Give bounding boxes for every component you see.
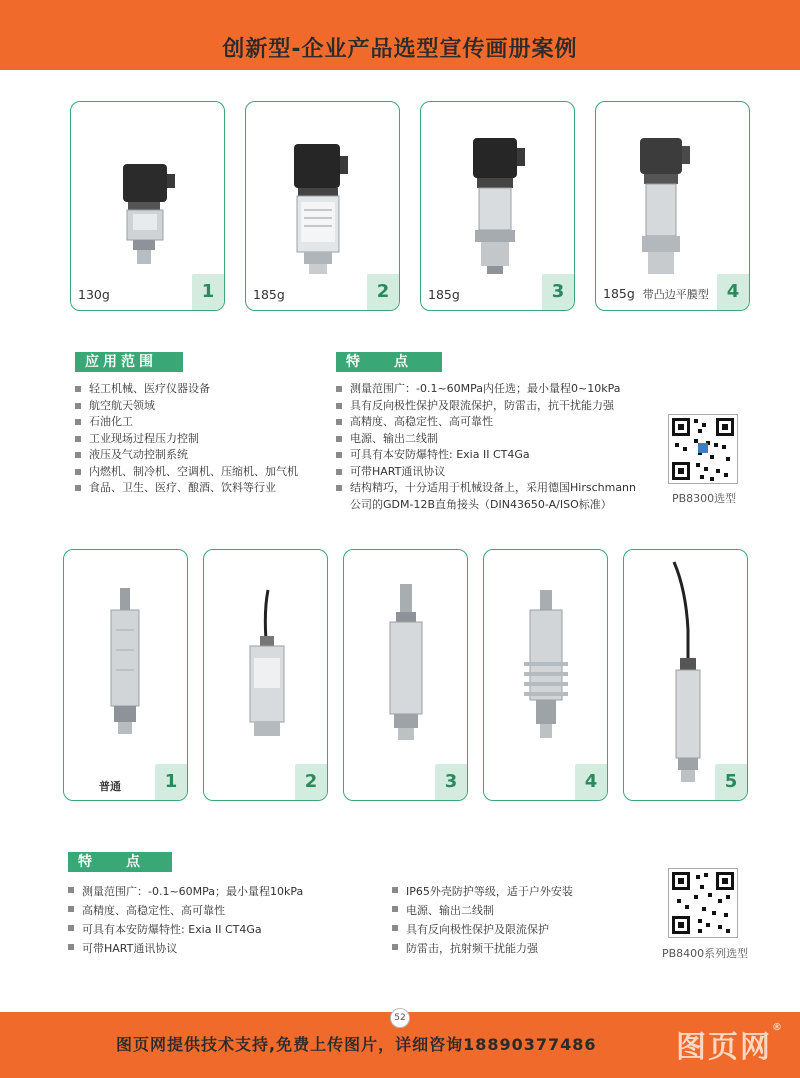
- features-list-top: [336, 381, 636, 513]
- footer-text: 图页网提供技术支持,免费上传图片，详细咨询18890377486: [116, 1035, 597, 1054]
- list-item: 防雷击，抗射频干扰能力强: [392, 939, 573, 958]
- pressure-transmitter-image: [421, 102, 575, 277]
- list-item: 可带HART通讯协议: [336, 464, 636, 481]
- list-item: 液压及气动控制系统: [75, 447, 298, 464]
- product-number-badge: 4: [575, 764, 607, 800]
- list-item: 轻工机械、医疗仪器设备: [75, 381, 298, 398]
- list-item: 高精度、高稳定性、高可靠性: [336, 414, 636, 431]
- product-type-label: 普通: [99, 780, 121, 793]
- product-card-bottom-3[interactable]: [343, 549, 468, 801]
- product-card-top-3[interactable]: [420, 101, 575, 311]
- product-number-badge: 3: [435, 764, 467, 800]
- qr-code-pb8400[interactable]: [668, 868, 738, 938]
- product-number-badge: 2: [295, 764, 327, 800]
- qr-caption-pb8300: PB8300选型: [672, 492, 737, 505]
- product-card-top-4[interactable]: [595, 101, 750, 311]
- product-number-badge: 5: [715, 764, 747, 800]
- list-item: 电源、输出二线制: [392, 901, 573, 920]
- pressure-transmitter-image: [484, 550, 608, 750]
- pressure-transmitter-image: [246, 102, 400, 277]
- product-number-badge: 3: [542, 274, 574, 310]
- pressure-transmitter-image: [596, 102, 750, 277]
- qr-caption-pb8400: PB8400系列选型: [662, 947, 749, 960]
- list-item: 高精度、高稳定性、高可靠性: [68, 901, 303, 920]
- list-item: 工业现场过程压力控制: [75, 431, 298, 448]
- list-item: IP65外壳防护等级，适于户外安装: [392, 882, 573, 901]
- list-item: 石油化工: [75, 414, 298, 431]
- page-number: 52: [390, 1008, 410, 1028]
- page-title: 创新型-企业产品选型宣传画册案例: [222, 37, 578, 62]
- features-list-bottom-right: [392, 882, 573, 958]
- features-heading-top: 特 点: [336, 352, 442, 372]
- pressure-transmitter-image: [624, 550, 748, 790]
- product-card-top-1[interactable]: [70, 101, 225, 311]
- weight-label: 185g 带凸边平膜型: [603, 286, 709, 301]
- list-item: 具有反向极性保护及限流保护，防雷击，抗干扰能力强: [336, 398, 636, 415]
- list-item: 结构精巧，十分适用于机械设备上，采用德国Hirschmann: [336, 480, 636, 497]
- pressure-transmitter-image: [64, 550, 188, 750]
- pressure-transmitter-image: [71, 102, 225, 272]
- qr-code-icon: [669, 869, 737, 937]
- product-number-badge: 1: [155, 764, 187, 800]
- product-card-top-2[interactable]: [245, 101, 400, 311]
- list-item: 可带HART通讯协议: [68, 939, 303, 958]
- list-item: 航空航天领域: [75, 398, 298, 415]
- features-list-bottom-left: [68, 882, 303, 958]
- list-item: 具有反向极性保护及限流保护: [392, 920, 573, 939]
- list-item: 测量范围广：-0.1~60MPa；最小量程10kPa: [68, 882, 303, 901]
- list-item: 电源、输出二线制: [336, 431, 636, 448]
- list-item-continuation: 公司的GDM-12B直角接头（DIN43650-A/ISO标准）: [350, 497, 612, 511]
- product-card-bottom-4[interactable]: [483, 549, 608, 801]
- pressure-transmitter-image: [204, 550, 328, 750]
- product-card-bottom-5[interactable]: [623, 549, 748, 801]
- product-number-badge: 4: [717, 274, 749, 310]
- qr-code-pb8300[interactable]: [668, 414, 738, 484]
- type-note: 带凸边平膜型: [642, 288, 709, 301]
- product-card-bottom-1[interactable]: [63, 549, 188, 801]
- application-list: [75, 381, 298, 497]
- product-card-bottom-2[interactable]: [203, 549, 328, 801]
- list-item: 可具有本安防爆特性: Exia II CT4Ga: [336, 447, 636, 464]
- watermark-logo: 图页网®: [676, 1022, 784, 1065]
- list-item: 可具有本安防爆特性: Exia II CT4Ga: [68, 920, 303, 939]
- list-item: 内燃机、制冷机、空调机、压缩机、加气机: [75, 464, 298, 481]
- application-heading: 应用范围: [75, 352, 183, 372]
- pressure-transmitter-image: [344, 550, 468, 750]
- features-heading-bottom: 特 点: [68, 852, 172, 872]
- qr-code-icon: [669, 415, 737, 483]
- weight-label: 185g: [253, 287, 285, 302]
- list-item: 测量范围广：-0.1~60MPa内任选；最小量程0~10kPa: [336, 381, 636, 398]
- product-number-badge: 1: [192, 274, 224, 310]
- list-item: 食品、卫生、医疗、酿酒、饮料等行业: [75, 480, 298, 497]
- weight-label: 130g: [78, 287, 110, 302]
- product-number-badge: 2: [367, 274, 399, 310]
- weight-label: 185g: [428, 287, 460, 302]
